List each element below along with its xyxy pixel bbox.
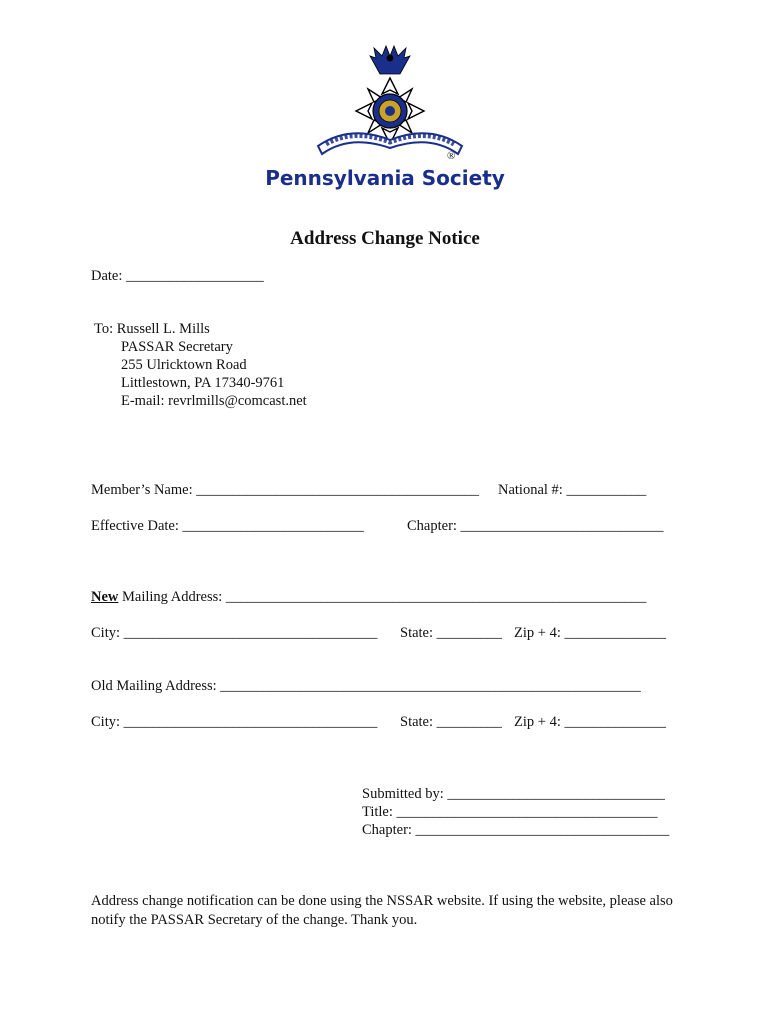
old-state-field[interactable]: State: _________ <box>400 714 502 730</box>
date-field[interactable]: Date: ___________________ <box>91 268 264 284</box>
to-prefix-line <box>94 321 210 338</box>
recipient-role: PASSAR Secretary <box>121 339 233 355</box>
member-name-field[interactable]: Member’s Name: _______________________________________ <box>91 482 479 498</box>
new-city-field[interactable]: City: ___________________________________ <box>91 625 378 641</box>
footer-note: Address change notification can be done using the NSSAR website. If using the website, please also notify the PASSAR Secretary of the change. Thank you. <box>91 893 673 928</box>
recipient-email: E-mail: revrlmills@comcast.net <box>121 393 307 409</box>
new-mailing-address-label: Mailing Address: __________________________________________________________ <box>118 589 647 605</box>
old-zip-field[interactable]: Zip + 4: ______________ <box>514 714 666 730</box>
sar-insignia-logo <box>310 44 470 166</box>
submitter-chapter-field[interactable]: Chapter: ___________________________________ <box>362 822 670 838</box>
to-prefix: To: <box>94 321 117 337</box>
chapter-field[interactable]: Chapter: ____________________________ <box>407 518 664 534</box>
new-zip-field[interactable]: Zip + 4: ______________ <box>514 625 666 641</box>
effective-date-field[interactable]: Effective Date: _________________________ <box>91 518 364 534</box>
submitter-title-field[interactable]: Title: ____________________________________ <box>362 804 658 820</box>
old-city-field[interactable]: City: ___________________________________ <box>91 714 378 730</box>
submitted-by-field[interactable]: Submitted by: ______________________________ <box>362 786 665 802</box>
new-mailing-address-field[interactable] <box>91 589 646 606</box>
new-state-field[interactable]: State: _________ <box>400 625 502 641</box>
registered-trademark-mark: ® <box>447 150 456 162</box>
form-title: Address Change Notice <box>290 228 480 249</box>
recipient-name: Russell L. Mills <box>116 321 210 337</box>
recipient-city: Littlestown, PA 17340-9761 <box>121 375 285 391</box>
old-mailing-address-field[interactable]: Old Mailing Address: __________________________________________________________ <box>91 678 641 694</box>
organization-name: Pennsylvania Society <box>265 166 505 190</box>
recipient-street: 255 Ulricktown Road <box>121 357 247 373</box>
new-label: New <box>91 589 119 605</box>
national-number-field[interactable]: National #: ___________ <box>498 482 647 498</box>
